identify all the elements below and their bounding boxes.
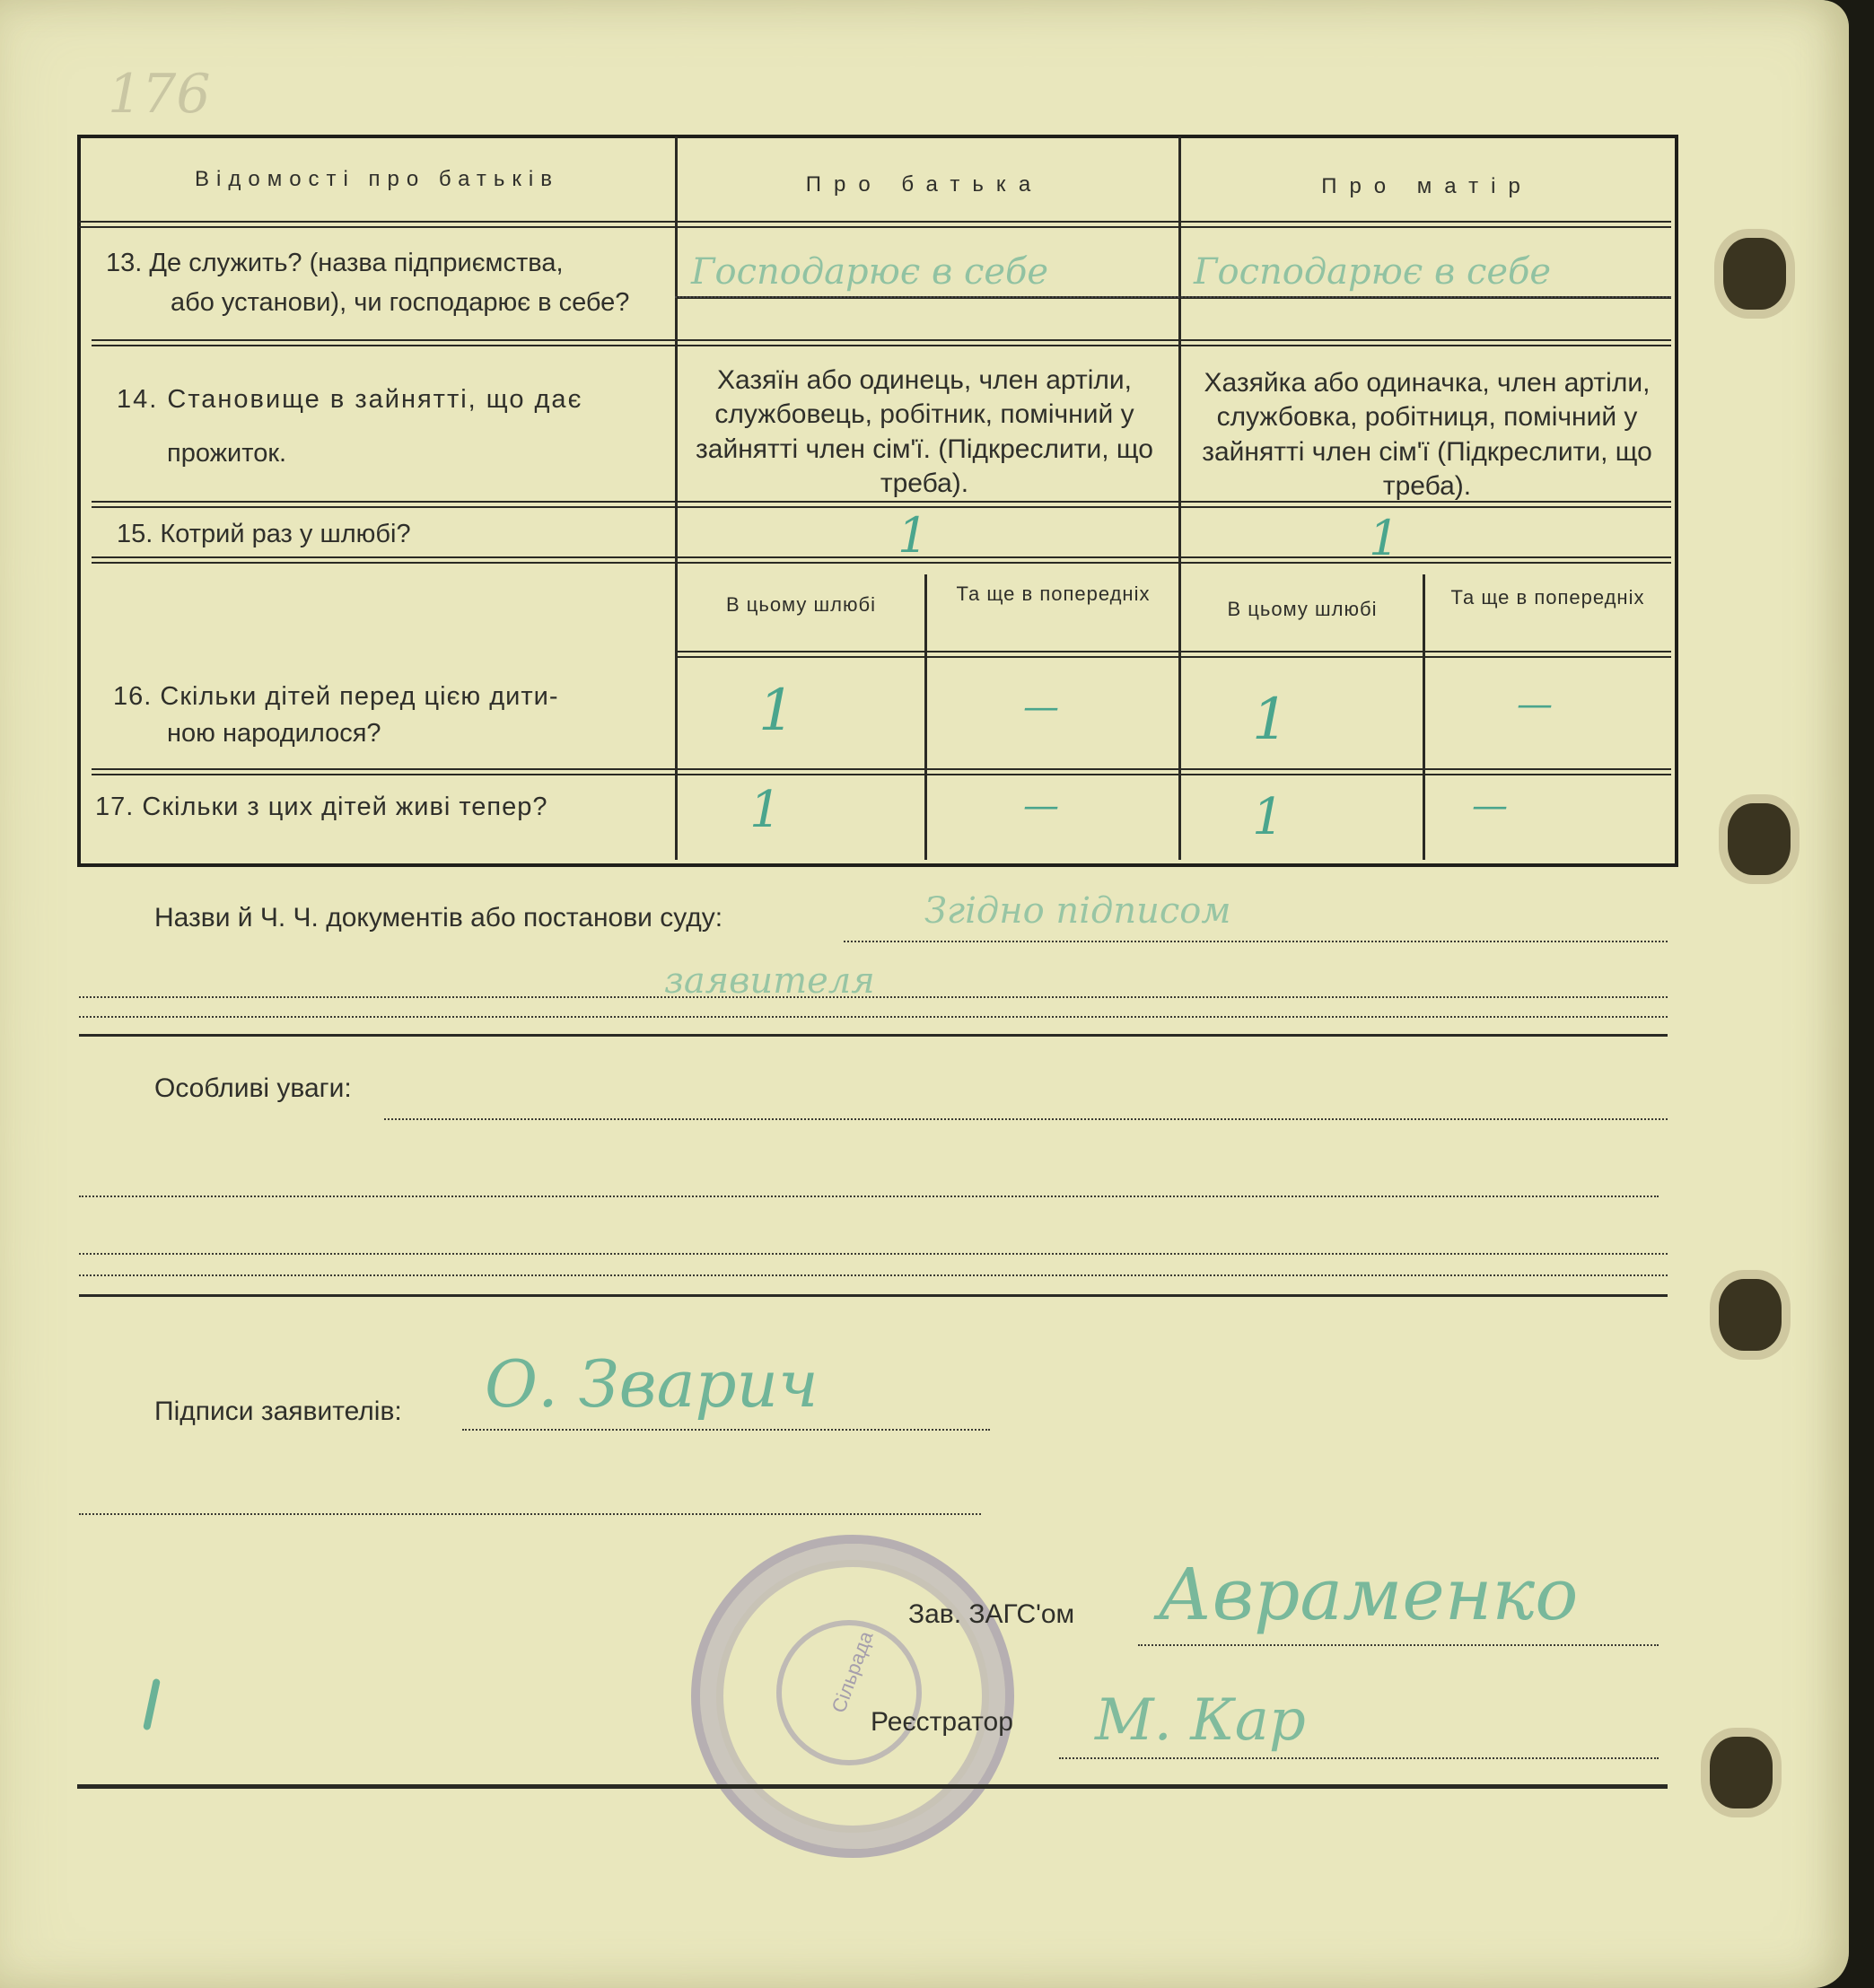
row-15-mother-value: 1 [1369,510,1400,566]
documents-line-1 [844,941,1668,942]
notes-label: Особливі уваги: [154,1073,352,1103]
header-parents-info: Відомості про батьків [195,167,559,191]
documents-value: Згідно підписом [924,890,1231,932]
section-rule [79,1294,1668,1297]
signatures-label: Підписи заявителів: [154,1397,402,1426]
row-13-mother-value: Господарює в себе [1194,251,1552,293]
table-divider [924,574,927,860]
binder-hole-3 [1719,1279,1782,1351]
bottom-rule [77,1784,1668,1789]
corner-note: 176 [108,63,211,126]
notes-line-1 [384,1118,1668,1120]
binder-hole-2 [1728,803,1791,875]
table-rule [675,651,1671,652]
official-stamp [691,1535,1014,1858]
row-13-label-line1: 13. Де служить? (назва підприємства, [106,249,564,277]
row-16-mother-prev: — [1517,684,1553,725]
notes-line-3 [79,1253,1668,1255]
documents-line-3 [79,1016,1668,1018]
documents-value-2: заявителя [664,960,875,1002]
row-16-mother-this: 1 [1252,687,1289,753]
section-rule [79,1034,1668,1037]
row-14-label-line1: 14. Становище в зайнятті, що дає [117,385,583,414]
row-16-father-prev: — [1023,687,1059,728]
notes-line-4 [79,1274,1668,1276]
table-rule [675,296,1671,299]
subheader-mother-this-marriage: В цьому шлюбі [1227,598,1378,620]
row-14-mother-options: Хазяйка або одиначка, член артіли, службовка, робітниця, помічний у зайнятті член сім'ї (Підкреслити, що треба). [1202,368,1652,502]
subheader-father-this-marriage: В цьому шлюбі [725,593,877,616]
subheader-father-previous: Та ще в попередніх [956,582,1151,605]
binder-hole-1 [1723,238,1786,310]
row-17-label: 17. Скільки з цих дітей живі тепер? [95,793,548,821]
head-zags-label: Зав. ЗАГС'ом [908,1599,1075,1629]
signatures-line-2 [79,1513,981,1515]
row-13-father-value: Господарює в себе [691,251,1049,293]
table-divider [1423,574,1425,860]
head-zags-line [1138,1644,1659,1646]
head-zags-signature: Авраменко [1158,1553,1579,1636]
notes-line-2 [79,1195,1659,1197]
row-14-father-options: Хазяїн або одинець, член артіли, службовець, робітник, помічний у зайнятті член сім'ї. (Підкреслити, що треба). [696,365,1153,499]
registrar-signature: М. Кар [1095,1687,1306,1754]
table-rule [79,221,1671,223]
table-divider [1178,136,1181,860]
table-rule [92,339,1671,341]
signatures-line-1 [462,1429,990,1431]
row-15-label: 15. Котрий раз у шлюбі? [117,520,411,548]
table-divider [675,136,678,860]
documents-label: Назви й Ч. Ч. документів або постанови суду: [154,903,723,933]
row-17-mother-prev: — [1472,785,1508,827]
table-rule [92,768,1671,770]
header-father: Про батька [805,172,1044,197]
header-mother: Про матір [1321,174,1533,198]
row-16-label-line1: 16. Скільки дітей перед цією дити- [113,682,559,711]
row-16-label-line2: ною народилося? [167,719,381,748]
row-15-father-value: 1 [898,507,929,564]
table-rule [92,556,1671,558]
registrar-line [1059,1757,1659,1759]
row-17-father-this: 1 [749,781,782,839]
row-13-label-line2: або установи), чи господарює в себе? [171,288,630,317]
row-17-father-prev: — [1023,785,1059,827]
binder-hole-4 [1710,1737,1773,1808]
subheader-mother-previous: Та ще в попередніх [1450,586,1645,609]
row-17-mother-this: 1 [1252,788,1284,846]
applicant-signature: О. Зварич [485,1346,819,1422]
row-16-father-this: 1 [758,678,795,744]
row-14-label-line2: прожиток. [167,439,287,468]
stamp-text: Сільрада [827,1628,878,1716]
registrar-label: Реєстратор [871,1707,1013,1737]
